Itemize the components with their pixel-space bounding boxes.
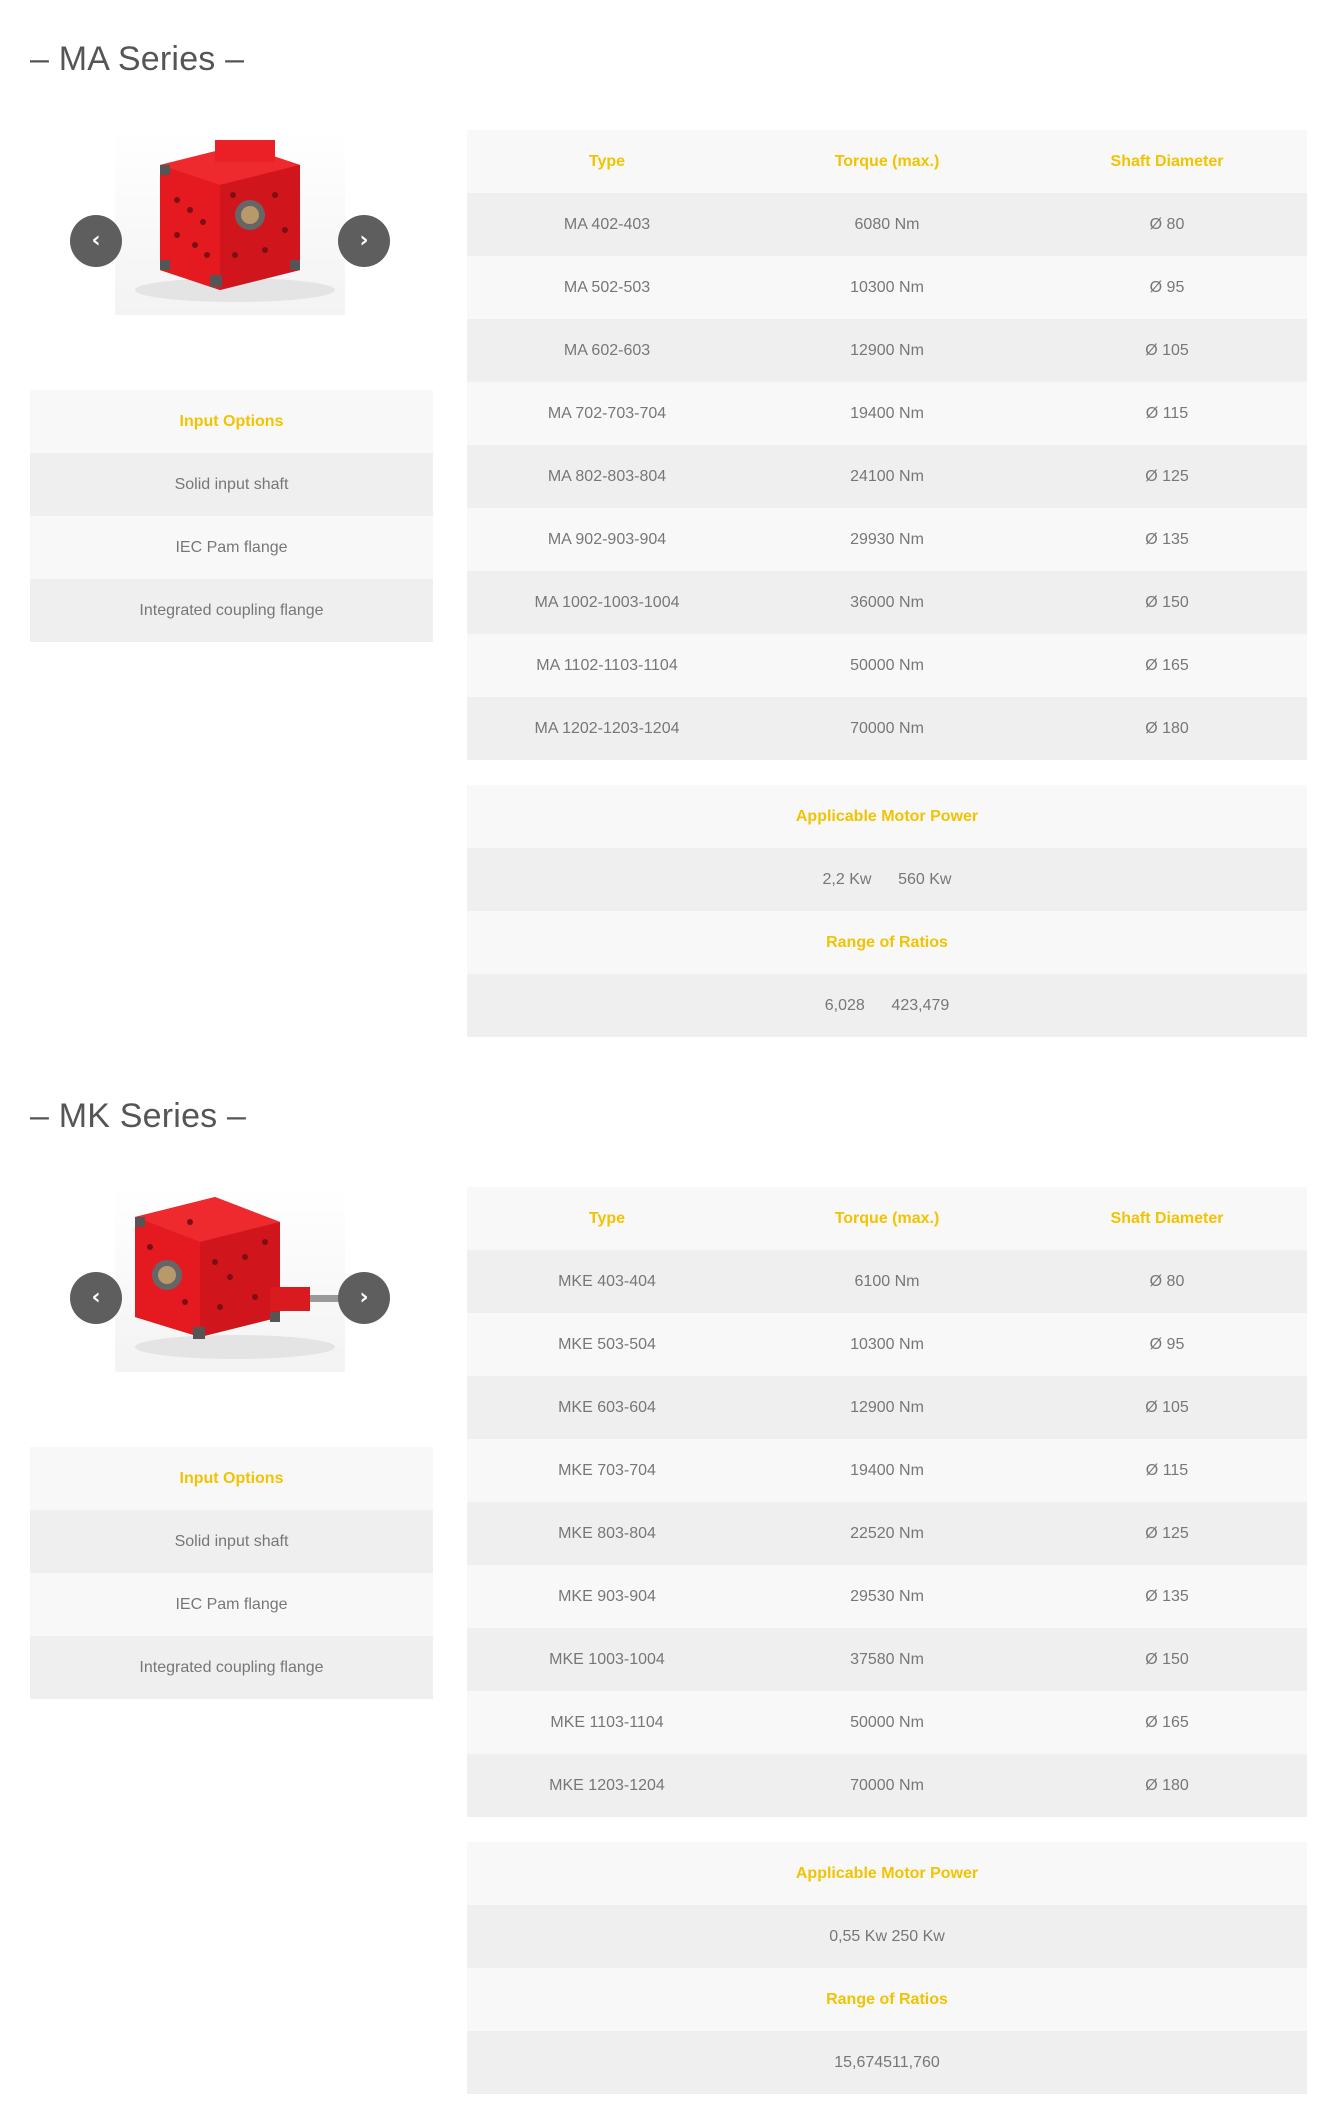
shaft-cell: Ø 115 — [1145, 404, 1189, 422]
torque-cell: 19400 Nm — [850, 404, 924, 422]
torque-cell: 37580 Nm — [850, 1650, 924, 1668]
shaft-cell: Ø 150 — [1145, 1650, 1189, 1668]
column-header-type: Type — [588, 1209, 626, 1227]
input-option: Solid input shaft — [174, 1532, 289, 1550]
carousel-next-button[interactable] — [338, 1272, 390, 1324]
ratios-header: Range of Ratios — [826, 933, 948, 951]
shaft-cell: Ø 165 — [1145, 656, 1189, 674]
type-cell: MA 1002-1003-1004 — [534, 593, 680, 611]
torque-cell: 29930 Nm — [850, 530, 924, 548]
input-options-header: Input Options — [179, 1469, 284, 1487]
shaft-cell: Ø 125 — [1145, 467, 1189, 485]
type-cell: MA 902-903-904 — [547, 530, 667, 548]
table-row — [467, 319, 1307, 382]
table-row — [467, 1376, 1307, 1439]
shaft-cell: Ø 125 — [1145, 1524, 1189, 1542]
type-cell: MKE 703-704 — [558, 1461, 656, 1479]
shaft-cell: Ø 95 — [1149, 1335, 1185, 1353]
input-option: Solid input shaft — [174, 475, 289, 493]
specs-table — [467, 1187, 1307, 1817]
table-row — [467, 697, 1307, 760]
table-row — [467, 571, 1307, 634]
shaft-cell: Ø 105 — [1145, 341, 1189, 359]
ratios-header: Range of Ratios — [826, 1990, 948, 2008]
torque-cell: 10300 Nm — [850, 1335, 924, 1353]
gearbox-image — [115, 130, 345, 315]
table-row — [467, 1628, 1307, 1691]
shaft-cell: Ø 165 — [1145, 1713, 1189, 1731]
motor-power-value: 2,2 Kw 560 Kw — [822, 870, 952, 888]
carousel-prev-button[interactable] — [70, 1272, 122, 1324]
torque-cell: 50000 Nm — [850, 656, 924, 674]
type-cell: MA 802-803-804 — [547, 467, 667, 485]
product-carousel — [65, 1187, 395, 1377]
input-option: IEC Pam flange — [175, 538, 288, 556]
torque-cell: 22520 Nm — [850, 1524, 924, 1542]
table-row — [467, 1502, 1307, 1565]
carousel-prev-button[interactable] — [70, 215, 122, 267]
table-row — [467, 382, 1307, 445]
torque-cell: 70000 Nm — [850, 719, 924, 737]
torque-cell: 29530 Nm — [850, 1587, 924, 1605]
input-option: Integrated coupling flange — [139, 1658, 324, 1676]
motor-ratio-table — [467, 785, 1307, 1037]
torque-cell: 12900 Nm — [850, 341, 924, 359]
column-header-torque: Torque (max.) — [834, 152, 940, 170]
motor-power-header: Applicable Motor Power — [795, 807, 979, 825]
type-cell: MKE 1003-1004 — [549, 1650, 665, 1668]
type-cell: MKE 503-504 — [558, 1335, 656, 1353]
gearbox-image — [115, 1187, 345, 1372]
column-header-shaft-diameter: Shaft Diameter — [1110, 1209, 1224, 1227]
column-header-torque: Torque (max.) — [834, 1209, 940, 1227]
input-option: IEC Pam flange — [175, 1595, 288, 1613]
shaft-cell: Ø 80 — [1149, 215, 1185, 233]
chevron-left-icon: ‹ — [91, 1285, 101, 1310]
ratios-value: 6,028 423,479 — [824, 996, 950, 1014]
shaft-cell: Ø 115 — [1145, 1461, 1189, 1479]
type-cell: MKE 1203-1204 — [549, 1776, 665, 1794]
column-header-type: Type — [588, 152, 626, 170]
table-row — [467, 634, 1307, 697]
torque-cell: 10300 Nm — [850, 278, 924, 296]
table-row — [467, 1691, 1307, 1754]
table-row — [467, 1439, 1307, 1502]
shaft-cell: Ø 95 — [1149, 278, 1185, 296]
shaft-cell: Ø 135 — [1145, 1587, 1189, 1605]
torque-cell: 36000 Nm — [850, 593, 924, 611]
motor-power-value: 0,55 Kw 250 Kw — [829, 1927, 945, 1945]
torque-cell: 6080 Nm — [854, 215, 920, 233]
shaft-cell: Ø 150 — [1145, 593, 1189, 611]
series-title: – MK Series – — [30, 1097, 247, 1135]
carousel-next-button[interactable] — [338, 215, 390, 267]
chevron-right-icon: › — [359, 228, 369, 253]
input-options-header: Input Options — [179, 412, 284, 430]
table-row — [467, 1313, 1307, 1376]
table-row — [467, 445, 1307, 508]
table-header-row — [467, 1187, 1307, 1250]
motor-ratio-table — [467, 1842, 1307, 2094]
table-row — [467, 508, 1307, 571]
shaft-cell: Ø 180 — [1145, 1776, 1189, 1794]
chevron-right-icon: › — [359, 1285, 369, 1310]
type-cell: MA 1202-1203-1204 — [534, 719, 680, 737]
table-row — [467, 1250, 1307, 1313]
shaft-cell: Ø 105 — [1145, 1398, 1189, 1416]
type-cell: MKE 403-404 — [558, 1272, 656, 1290]
torque-cell: 19400 Nm — [850, 1461, 924, 1479]
type-cell: MA 602-603 — [563, 341, 651, 359]
input-options-table — [30, 390, 433, 642]
shaft-cell: Ø 135 — [1145, 530, 1189, 548]
torque-cell: 50000 Nm — [850, 1713, 924, 1731]
torque-cell: 12900 Nm — [850, 1398, 924, 1416]
type-cell: MA 702-703-704 — [547, 404, 667, 422]
series-title: – MA Series – — [30, 40, 245, 78]
ratios-value: 15,674511,760 — [834, 2053, 940, 2071]
torque-cell: 24100 Nm — [850, 467, 924, 485]
table-row — [467, 193, 1307, 256]
shaft-cell: Ø 180 — [1145, 719, 1189, 737]
motor-power-header: Applicable Motor Power — [795, 1864, 979, 1882]
type-cell: MA 1102-1103-1104 — [536, 656, 678, 674]
torque-cell: 6100 Nm — [854, 1272, 920, 1290]
type-cell: MKE 803-804 — [558, 1524, 656, 1542]
table-row — [467, 1754, 1307, 1817]
torque-cell: 70000 Nm — [850, 1776, 924, 1794]
column-header-shaft-diameter: Shaft Diameter — [1110, 152, 1224, 170]
table-header-row — [467, 130, 1307, 193]
type-cell: MKE 903-904 — [558, 1587, 656, 1605]
product-carousel — [65, 130, 395, 320]
table-row — [467, 1565, 1307, 1628]
chevron-left-icon: ‹ — [91, 228, 101, 253]
specs-table — [467, 130, 1307, 760]
type-cell: MA 402-403 — [563, 215, 651, 233]
input-option: Integrated coupling flange — [139, 601, 324, 619]
type-cell: MA 502-503 — [563, 278, 651, 296]
input-options-table — [30, 1447, 433, 1699]
type-cell: MKE 603-604 — [558, 1398, 656, 1416]
shaft-cell: Ø 80 — [1149, 1272, 1185, 1290]
type-cell: MKE 1103-1104 — [550, 1713, 664, 1731]
table-row — [467, 256, 1307, 319]
